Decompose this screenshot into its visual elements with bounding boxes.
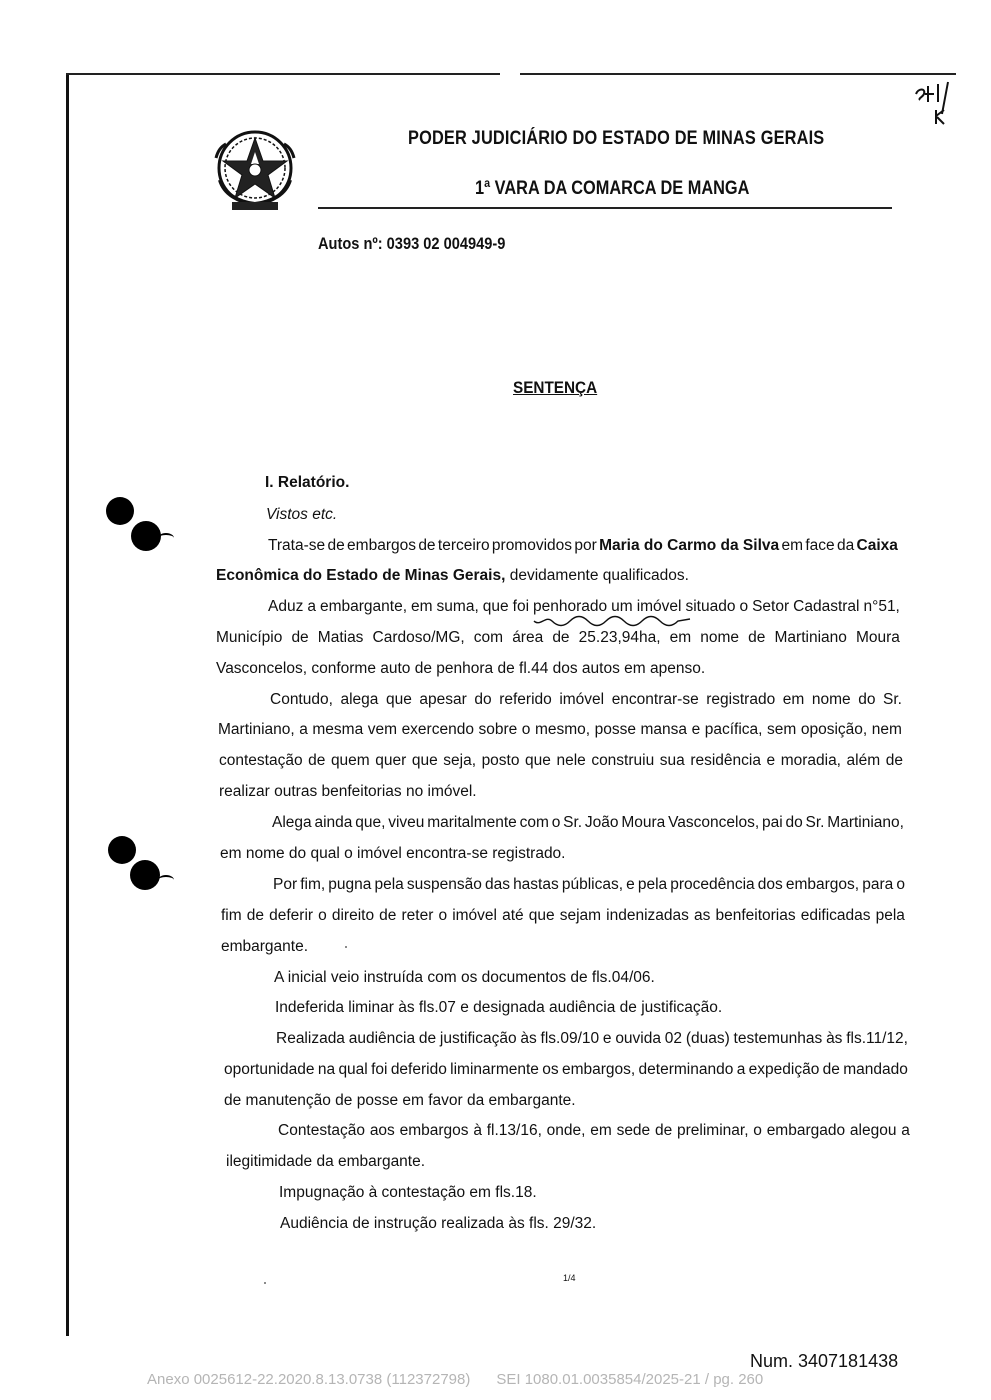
word: do (474, 691, 492, 708)
paragraph-line: Audiência de instrução realizada às fls. 29/32. (280, 1215, 597, 1232)
word: embargante, (319, 598, 407, 615)
defendant-name: Econômica do Estado de Minas Gerais, (216, 567, 506, 584)
word: viveu (388, 814, 425, 831)
word: um (611, 598, 633, 615)
word: e (626, 876, 635, 893)
paragraph-line: A inicial veio instruída com os documentos de fls.04/06. (274, 969, 655, 986)
word: reter (401, 907, 434, 924)
vistos-line: Vistos etc. (266, 506, 338, 523)
word: de (418, 1030, 437, 1047)
punch-hole-mark (131, 521, 161, 551)
word: Por (273, 876, 298, 893)
word: registrado (706, 691, 776, 708)
handwritten-underline-mark (532, 615, 692, 629)
word: o (739, 598, 749, 615)
word: com (473, 629, 504, 646)
word: públicas, (561, 876, 624, 893)
word: expedição (748, 1061, 820, 1078)
word: dos (757, 876, 783, 893)
word: onde, (546, 1122, 586, 1139)
paragraph-line (270, 690, 902, 710)
court-division-heading: 1ª VARA DA COMARCA DE MANGA (475, 178, 750, 199)
word: Martiniano (774, 629, 847, 646)
document-id-stamp: Num. 3407181438 (750, 1351, 899, 1371)
word: o (318, 907, 327, 924)
word: Município (216, 629, 283, 646)
paragraph-line (276, 1029, 908, 1049)
word: ainda (314, 814, 353, 831)
word: Sr. (563, 814, 583, 831)
word: em (669, 629, 692, 646)
word: encontrar-se (611, 691, 699, 708)
word: fl.13/16, (486, 1122, 542, 1139)
word: pai (761, 814, 783, 831)
word: em (590, 1122, 612, 1139)
word: com (519, 814, 549, 831)
section-heading: I. Relatório. (265, 474, 350, 491)
word: benfeitorias (715, 907, 796, 924)
word: de (885, 752, 903, 769)
word: pugna (328, 876, 372, 893)
word: sejam (559, 907, 602, 924)
text-span: devidamente qualificados. (509, 567, 689, 584)
word: Cardoso/MG, (372, 629, 465, 646)
word: penhorado (533, 598, 608, 615)
word: que, (355, 814, 386, 831)
word: preliminar, (677, 1122, 749, 1139)
word: seja, (443, 752, 477, 769)
word: de (246, 907, 265, 924)
word: contestação (219, 752, 303, 769)
word: ouvida (615, 1030, 661, 1047)
page-border-top-gap (500, 72, 520, 77)
word: nome (811, 691, 851, 708)
word: além (846, 752, 881, 769)
word: (duas) (685, 1030, 730, 1047)
punch-hole-mark (106, 497, 134, 525)
case-number: Autos nº: 0393 02 004949-9 (318, 234, 506, 253)
word: fls.11/12, (846, 1030, 908, 1047)
word: imóvel (636, 598, 682, 615)
paragraph-line: em nome do qual o imóvel encontra-se registrado. (220, 845, 566, 862)
paragraph-line: de manutenção de posse em favor da embargante. (224, 1092, 576, 1109)
word: de (654, 1122, 673, 1139)
word: deferido (390, 1061, 447, 1078)
word: Aduz (268, 598, 304, 615)
paragraph-line (268, 536, 898, 556)
word: e (766, 752, 776, 769)
word: promovidos (491, 537, 573, 554)
word: mandado (843, 1061, 908, 1078)
word: que (525, 752, 551, 769)
word: em (411, 598, 433, 615)
word: sobre (478, 721, 518, 738)
word: do (785, 814, 803, 831)
word: de (418, 537, 436, 554)
word: alegou (849, 1122, 897, 1139)
word: terceiro (437, 537, 490, 554)
word: de (379, 907, 397, 924)
word: embargos (347, 537, 416, 554)
word: de (822, 1061, 840, 1078)
word: João (584, 814, 619, 831)
word: foi (371, 1061, 388, 1078)
word: da (836, 537, 855, 554)
paragraph-line (272, 813, 904, 833)
word: à (473, 1122, 482, 1139)
word: imóvel (452, 907, 497, 924)
paragraph-line (218, 720, 902, 740)
word: por (574, 537, 597, 554)
word: das (484, 876, 510, 893)
word: Cadastral (793, 598, 860, 615)
word: Contudo, (270, 691, 333, 708)
word: sua (659, 752, 685, 769)
paragraph-line (278, 1121, 910, 1141)
word: foi (512, 598, 530, 615)
word: 02 (664, 1030, 683, 1047)
word: Sr. (883, 691, 902, 708)
word: construiu (591, 752, 655, 769)
header-divider (318, 207, 892, 209)
word: de (552, 629, 570, 646)
word: maritalmente (427, 814, 517, 831)
word: e (691, 721, 701, 738)
word: embargado (766, 1122, 846, 1139)
folio-handwritten-mark (912, 80, 962, 126)
word: nome (700, 629, 740, 646)
word: de (308, 752, 326, 769)
word: que (482, 598, 509, 615)
footer-watermark (147, 1371, 763, 1388)
word: Realizada (276, 1030, 345, 1047)
word: sem (767, 721, 797, 738)
word: oportunidade (224, 1061, 315, 1078)
punch-hole-tail (158, 875, 174, 885)
paragraph-line: embargante. (221, 938, 309, 955)
word: fls.09/10 (540, 1030, 600, 1047)
word: mansa (640, 721, 688, 738)
word: pela (637, 876, 668, 893)
word: a (736, 1061, 746, 1078)
footer-left: Anexo 0025612-22.2020.8.13.0738 (112372798) (147, 1371, 471, 1388)
word: Matias (317, 629, 364, 646)
word: Setor (752, 598, 790, 615)
word: a (307, 598, 316, 615)
word: embargos, (561, 1061, 636, 1078)
paragraph-line: Vasconcelos, conforme auto de penhora de fl.44 dos autos em apenso. (216, 660, 706, 677)
word: justificação (439, 1030, 517, 1047)
word: pela (875, 907, 905, 924)
word: as (694, 907, 711, 924)
word: indenizadas (606, 907, 689, 924)
word: posse (594, 721, 636, 738)
word: o (753, 1122, 762, 1139)
paragraph-line (224, 1060, 908, 1080)
word: que (528, 907, 555, 924)
word: alega (340, 691, 379, 708)
word: audiência (348, 1030, 416, 1047)
punch-hole-mark (108, 836, 136, 864)
word: o (438, 907, 448, 924)
word: 25.23,94ha, (578, 629, 661, 646)
punch-hole-mark (130, 860, 160, 890)
word: quer (375, 752, 407, 769)
word: hastas (513, 876, 559, 893)
paragraph-line: Impugnação à contestação em fls.18. (279, 1184, 537, 1201)
word: Moura (621, 814, 666, 831)
word: o (551, 814, 561, 831)
word: de (748, 629, 766, 646)
word: Sr. (805, 814, 825, 831)
coat-of-arms-seal-icon (210, 128, 300, 214)
word: Moura (855, 629, 900, 646)
word: apesar (419, 691, 467, 708)
word: quem (330, 752, 370, 769)
paragraph-line (219, 751, 903, 771)
paragraph-line: realizar outras benfeitorias no imóvel. (219, 783, 477, 800)
word: liminarmente (450, 1061, 539, 1078)
document-title: SENTENÇA (513, 378, 598, 397)
word: residência (690, 752, 761, 769)
word: referido (499, 691, 552, 708)
page-border-left (66, 74, 69, 1336)
word: pela (374, 876, 404, 893)
word: procedência (670, 876, 755, 893)
word: Contestação (278, 1122, 366, 1139)
court-name-heading: PODER JUDICIÁRIO DO ESTADO DE MINAS GERAIS (408, 128, 825, 149)
word: imóvel (559, 691, 605, 708)
word: testemunhas (733, 1030, 823, 1047)
word: Trata-se (268, 537, 326, 554)
word: o (521, 721, 531, 738)
party-name-start: Caixa (856, 537, 898, 554)
word: Alega (272, 814, 312, 831)
word: nele (556, 752, 586, 769)
word: Martiniano, (827, 814, 904, 831)
word: área (512, 629, 544, 646)
word: deferir (269, 907, 314, 924)
word: mesma (312, 721, 364, 738)
word: moradia, (780, 752, 841, 769)
word: Vasconcelos, (668, 814, 760, 831)
footer-right: SEI 1080.01.0035854/2025-21 / pg. 260 (496, 1371, 764, 1388)
word: direito (331, 907, 375, 924)
word: de (291, 629, 309, 646)
word: nem (871, 721, 902, 738)
word: os (542, 1061, 559, 1078)
paragraph-line (216, 628, 900, 648)
paragraph-line (268, 597, 900, 617)
word: que (385, 691, 412, 708)
word: suspensão (406, 876, 482, 893)
word: para (862, 876, 894, 893)
speck (264, 1282, 266, 1284)
word: em (781, 537, 803, 554)
word: embargos (399, 1122, 469, 1139)
word: e (602, 1030, 612, 1047)
word: às (826, 1030, 843, 1047)
word: do (858, 691, 876, 708)
word: sede (616, 1122, 651, 1139)
party-name: Maria do Carmo da Silva (599, 537, 780, 554)
word: face (805, 537, 835, 554)
word: vem (367, 721, 398, 738)
word: às (520, 1030, 537, 1047)
word: embargos, (785, 876, 860, 893)
word: fim (221, 907, 242, 924)
word: fim, (300, 876, 326, 893)
word: Martiniano, (218, 721, 295, 738)
paragraph-line (221, 906, 905, 926)
word: até (502, 907, 524, 924)
word: mesmo, (534, 721, 591, 738)
paragraph-line (273, 875, 905, 895)
paragraph-line: Indeferida liminar às fls.07 e designada audiência de justificação. (275, 999, 723, 1016)
word: de (327, 537, 345, 554)
word: pacífica, (704, 721, 763, 738)
word: o (896, 876, 905, 893)
word: em (782, 691, 805, 708)
word: posto (481, 752, 520, 769)
word: oposição, (800, 721, 868, 738)
word: a (901, 1122, 910, 1139)
punch-hole-tail (158, 533, 174, 543)
word: situado (685, 598, 736, 615)
speck (345, 946, 347, 948)
word: na (317, 1061, 336, 1078)
page-number: 1/4 (563, 1273, 576, 1283)
word: qual (338, 1061, 368, 1078)
word: que (411, 752, 438, 769)
paragraph-line: ilegitimidade da embargante. (226, 1153, 426, 1170)
paragraph-line (216, 566, 689, 586)
word: determinando (638, 1061, 734, 1078)
word: a (299, 721, 308, 738)
word: suma, (436, 598, 479, 615)
word: n°51, (863, 598, 900, 615)
word: aos (369, 1122, 395, 1139)
word: exercendo (401, 721, 474, 738)
word: edificadas (800, 907, 871, 924)
